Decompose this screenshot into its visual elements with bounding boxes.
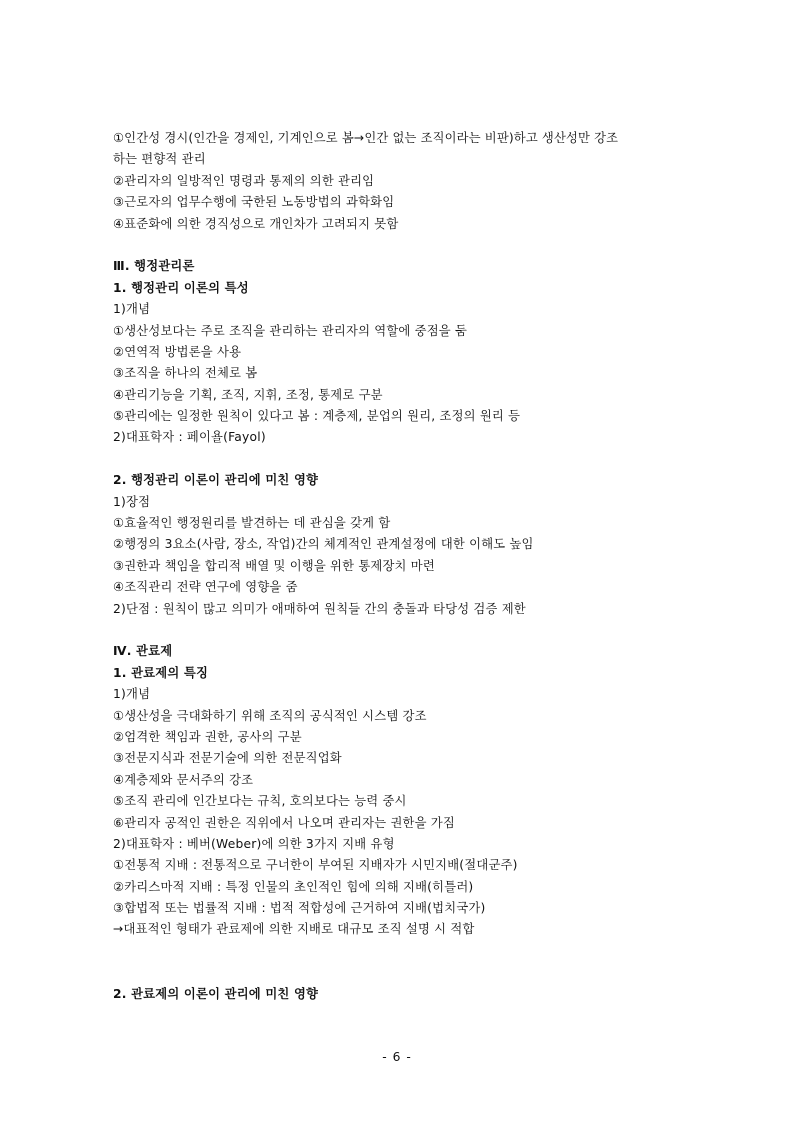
list-item: ③조직을 하나의 전체로 봄 — [113, 366, 258, 381]
section-3 — [113, 256, 693, 620]
spacer — [113, 235, 693, 256]
intro-list — [113, 128, 693, 235]
page-number: - 6 - — [382, 1050, 412, 1064]
list-item: ②행정의 3요소(사람, 장소, 작업)간의 체계적인 관계설정에 대한 이해도 높임 — [113, 537, 534, 552]
subsection-1-items — [113, 299, 693, 449]
list-item: ②연역적 방법론을 사용 — [113, 344, 242, 359]
subsection-heading: 1. 행정관리 이론의 특성 — [113, 280, 249, 295]
list-item: ②관리자의 일방적인 명령과 통제의 의한 관리임 — [113, 173, 375, 188]
spacer — [113, 449, 693, 470]
subsection-heading: 2. 행정관리 이론이 관리에 미친 영향 — [113, 473, 319, 488]
list-item: 하는 편향적 관리 — [113, 152, 206, 167]
list-item: 2)대표학자 : 페이욜(Fayol) — [113, 430, 266, 445]
section-4 — [113, 641, 693, 1005]
section-heading: Ⅲ. 행정관리론 — [113, 259, 195, 274]
list-item: ③권한과 책임을 합리적 배열 및 이행을 위한 통제장치 마련 — [113, 558, 435, 573]
list-item: ⑤조직 관리에 인간보다는 규칙, 호의보다는 능력 중시 — [113, 794, 407, 809]
subsection-1-items — [113, 684, 693, 941]
list-item: ①생산성을 극대화하기 위해 조직의 공식적인 시스템 강조 — [113, 708, 427, 723]
spacer — [113, 620, 693, 641]
list-item: ④표준화에 의한 경직성으로 개인차가 고려되지 못함 — [113, 216, 399, 231]
list-item: ②엄격한 책임과 권한, 공사의 구분 — [113, 729, 302, 744]
spacer — [113, 941, 693, 984]
list-item: ④관리기능을 기획, 조직, 지휘, 조정, 통제로 구분 — [113, 387, 383, 402]
section-heading: Ⅳ. 관료제 — [113, 644, 173, 659]
list-item: 1)장점 — [113, 494, 151, 509]
list-item: ④조직관리 전략 연구에 영향을 줌 — [113, 580, 298, 595]
list-item: ②카리스마적 지배 : 특정 인물의 초인적인 힘에 의해 지배(히틀러) — [113, 879, 474, 894]
list-item: →대표적인 형태가 관료제에 의한 지배로 대규모 조직 설명 시 적합 — [113, 922, 475, 937]
list-item: 2)단점 : 원칙이 많고 의미가 애매하여 원칙들 간의 충돌과 타당성 검증 제한 — [113, 601, 526, 616]
page-content — [113, 128, 693, 1005]
list-item: ③전문지식과 전문기술에 의한 전문직업화 — [113, 751, 342, 766]
subsection-heading: 1. 관료제의 특징 — [113, 665, 209, 680]
list-item: ⑥관리자 공적인 권한은 직위에서 나오며 관리자는 권한을 가짐 — [113, 815, 455, 830]
list-item: ①생산성보다는 주로 조직을 관리하는 관리자의 역할에 중점을 둠 — [113, 323, 468, 338]
list-item: ③근로자의 업무수행에 국한된 노동방법의 과학화임 — [113, 195, 395, 210]
list-item: ①전통적 지배 : 전통적으로 구너한이 부여된 지배자가 시민지배(절대군주) — [113, 858, 518, 873]
subsection-heading: 2. 관료제의 이론이 관리에 미친 영향 — [113, 986, 319, 1001]
list-item: 1)개념 — [113, 687, 151, 702]
list-item: ⑤관리에는 일정한 원칙이 있다고 봄 : 계층제, 분업의 원리, 조정의 원리 등 — [113, 409, 521, 424]
subsection-2-items — [113, 492, 693, 620]
list-item: ③합법적 또는 법률적 지배 : 법적 적합성에 근거하여 지배(법치국가) — [113, 901, 486, 916]
list-item: ①효율적인 행정원리를 발견하는 데 관심을 갖게 함 — [113, 516, 391, 531]
list-item: ④계층제와 문서주의 강조 — [113, 772, 254, 787]
list-item: 2)대표학자 : 베버(Weber)에 의한 3가지 지배 유형 — [113, 836, 395, 851]
list-item: 1)개념 — [113, 302, 151, 317]
list-item: ①인간성 경시(인간을 경제인, 기계인으로 봄→인간 없는 조직이라는 비판)하고 생산성만 강조 — [113, 131, 619, 145]
